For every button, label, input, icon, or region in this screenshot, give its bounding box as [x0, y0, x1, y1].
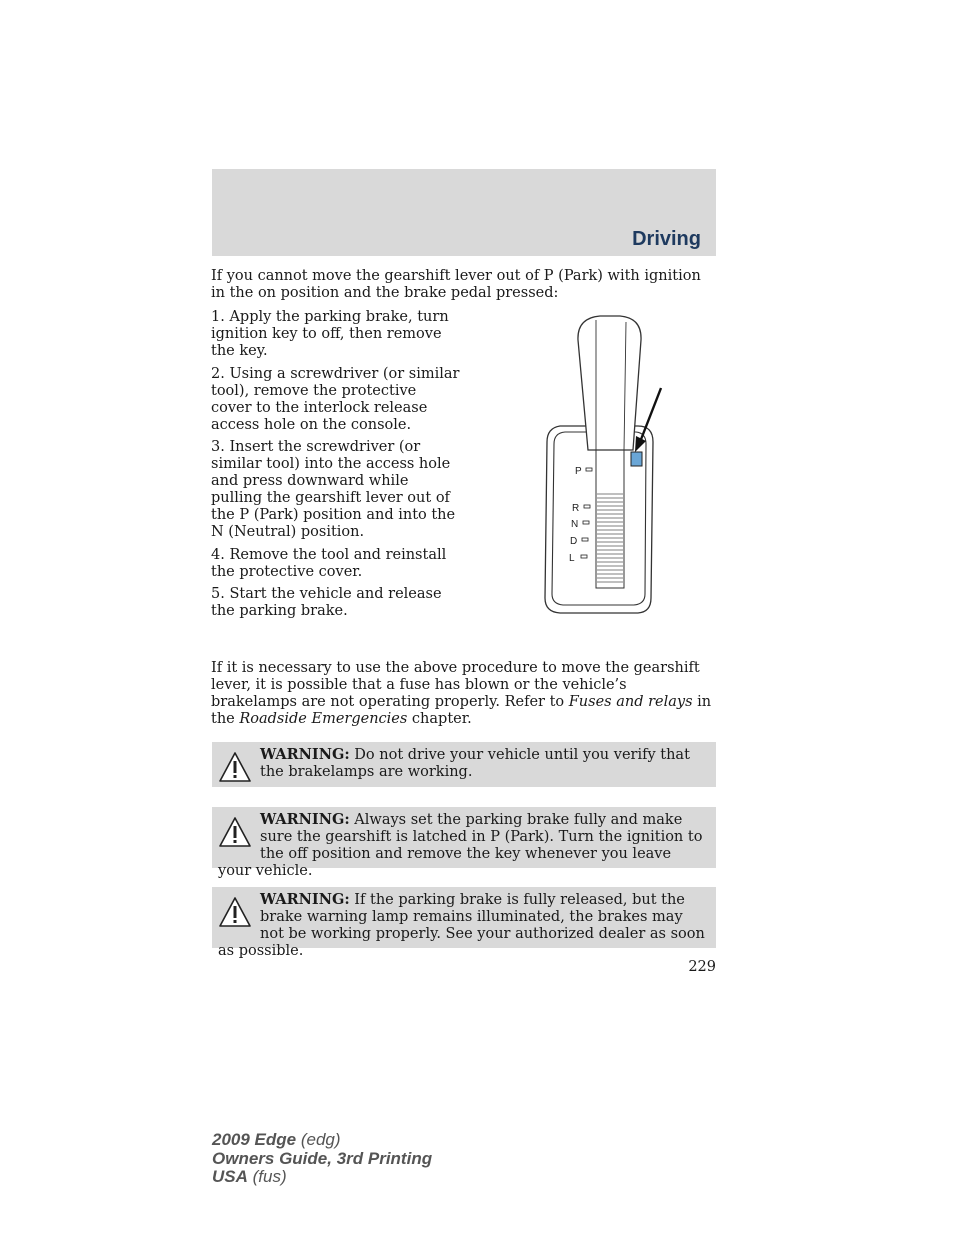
warning-box: [212, 887, 716, 959]
warning-label: WARNING:: [260, 891, 350, 908]
gear-label-l: L: [569, 553, 575, 564]
warning-triangle-icon: [218, 895, 252, 929]
gearshift-diagram: [530, 310, 680, 620]
warning-triangle-icon: [218, 750, 252, 784]
access-hole: [631, 452, 642, 466]
page-number: 229: [688, 959, 716, 975]
warning-text: Always set the parking brake fully and make sure the gearshift is latched in P (Park). Turn the ignition to the off position and remove the key whenever you leave your vehicle.: [218, 812, 703, 879]
gear-label-p: P: [575, 466, 582, 477]
warning-text: If the parking brake is fully released, but the brake warning lamp remains illuminated, the brakes may not be working properly. See your authorized dealer as soon as possible.: [218, 892, 705, 959]
intro-paragraph: If you cannot move the gearshift lever out of P (Park) with ignition in the on position and the brake pedal pressed:: [211, 268, 701, 301]
warning-label: WARNING:: [260, 746, 350, 763]
step-item: 4. Remove the tool and reinstall the protective cover.: [211, 546, 447, 580]
section-title: Driving: [632, 228, 701, 250]
reference-roadside-emergencies: Roadside Emergencies: [239, 711, 408, 727]
step-item: 2. Using a screwdriver (or similar tool), remove the protective cover to the interlock release access hole on the console.: [211, 365, 460, 433]
warning-box: [212, 742, 716, 787]
warning-box: [212, 807, 716, 879]
header-band: [212, 169, 716, 256]
gear-label-r: R: [572, 503, 580, 514]
reference-fuses-and-relays: Fuses and relays: [568, 694, 693, 710]
step-item: 1. Apply the parking brake, turn ignition key to off, then remove the key.: [211, 309, 449, 359]
followup-paragraph: If it is necessary to use the above procedure to move the gearshift lever, it is possible that a fuse has blown or the vehicle’s brakelamps are not operating properly. Refer to Fuses and relays in the Roadside Emergencies chapter.: [211, 660, 712, 727]
gear-label-d: D: [570, 536, 578, 547]
step-item: 5. Start the vehicle and release the parking brake.: [211, 586, 442, 619]
footer: 2009 Edge (edg) Owners Guide, 3rd Printing USA (fus): [212, 1130, 433, 1186]
step-item: 3. Insert the screwdriver (or similar tool) into the access hole and press downward while pulling the gearshift lever out of the P (Park) position and into the N (Neutral) position.: [211, 439, 456, 540]
steps-list: [211, 309, 461, 626]
warning-triangle-icon: [218, 815, 252, 849]
gear-label-n: N: [571, 519, 579, 530]
warning-label: WARNING:: [260, 811, 350, 828]
warning-text: Do not drive your vehicle until you verify that the brakelamps are working.: [260, 747, 690, 780]
